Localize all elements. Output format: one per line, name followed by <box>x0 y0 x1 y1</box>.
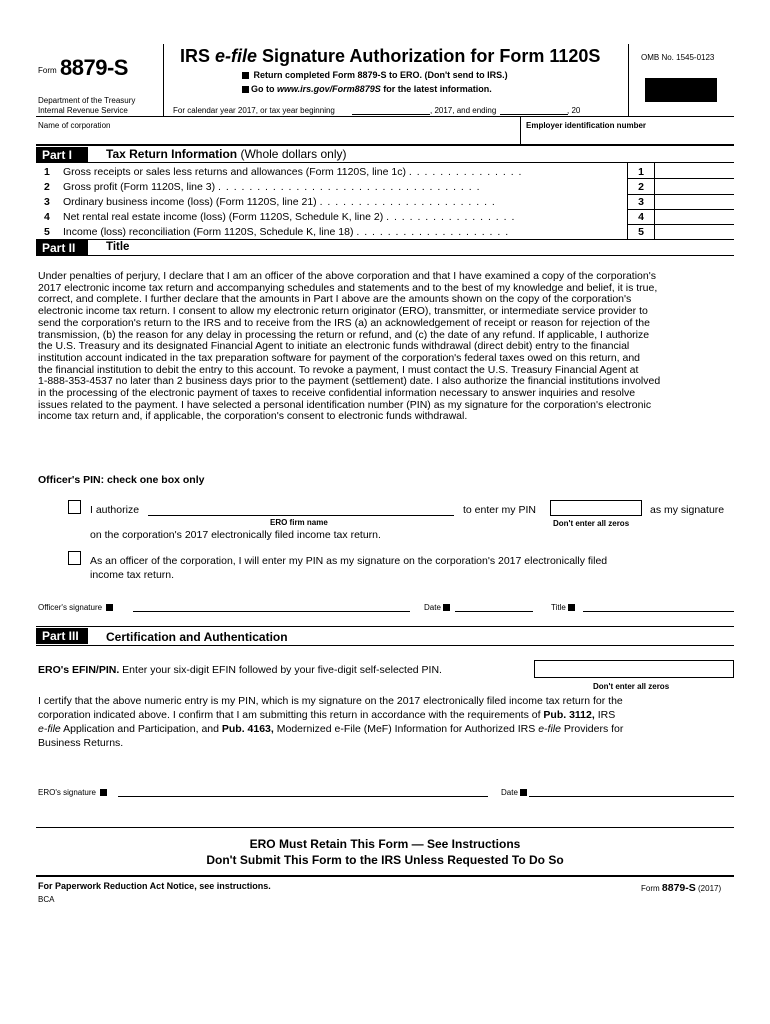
ero-signature-label: ERO's signature <box>38 788 109 797</box>
ero-signature-field[interactable] <box>118 796 488 797</box>
form-title: IRS e-file Signature Authorization for Form 1120S <box>180 46 601 66</box>
officer-enter-pin-checkbox[interactable] <box>68 551 81 565</box>
pin-zeros-note: Don't enter all zeros <box>553 519 630 528</box>
part2-title: Title <box>106 241 130 253</box>
efin-zeros-note: Don't enter all zeros <box>593 682 670 691</box>
part3-title: Certification and Authentication <box>106 630 288 644</box>
officer-title-field[interactable] <box>583 611 734 612</box>
bullet-icon <box>242 72 249 79</box>
arrow-icon <box>443 604 450 611</box>
ein-label: Employer identification number <box>526 121 647 130</box>
part2-label: Part II <box>36 240 88 256</box>
declaration-paragraph: Under penalties of perjury, I declare that I am an officer of the above corporation and that I have examined a copy of the corporation's 2017 electronic income tax return and accompanying schedules and statements and to the best of my knowledge and belief, it is true, correct, and complete. I further declare that the amounts in Part I above are the amounts shown on the copy of the corporation's electronic income tax return. I consent to allow my electronic return originator (ERO), transmitter, or intermediate service provider to send the corporation's return to the IRS and to receive from the IRS (a) an acknowledgement of receipt or reason for rejection of the transmission, (b) the reason for any delay in processing the return or refund, and (c) the date of any refund. If applicable, I authorize the U.S. Treasury and its designated Financial Agent to initiate an electronic funds withdrawal (direct debit) entry to the financial institution account indicated in the tax preparation software for payment of the corporation's federal taxes owed on this return, and the financial institution to debit the entry to this account. To revoke a payment, I must contact the U.S. Treasury Financial Agent at 1-888-353-4537 no later than 2 business days prior to the payment (settlement) date. I also authorize the financial institutions involved in the processing of the electronic payment of taxes to receive confidential information necessary to answer inquiries and resolve issues related to the payment. I have selected a personal identification number (PIN) as my signature for the corporation's electronic income tax return and, if applicable, the corporation's consent to electronic funds withdrawal. <box>38 270 661 423</box>
as-signature-label: as my signature <box>650 504 725 516</box>
form-number: 8879-S <box>60 55 128 80</box>
ero-date-field[interactable] <box>529 796 734 797</box>
year-block <box>645 78 717 102</box>
officer-pin-heading: Officer's PIN: check one box only <box>38 474 205 486</box>
instruction-return: Return completed Form 8879-S to ERO. (Don't send to IRS.) <box>240 70 508 80</box>
officer-signature-label: Officer's signature <box>38 603 115 612</box>
efin-pin-input[interactable] <box>534 660 734 678</box>
dont-submit-notice: Don't Submit This Form to the IRS Unless Requested To Do So <box>206 853 564 867</box>
arrow-icon <box>100 789 107 796</box>
officer-date-label: Date <box>424 603 452 612</box>
and-ending-label: , 2017, and ending <box>430 106 497 115</box>
part3-label: Part III <box>36 628 88 644</box>
certification-paragraph: I certify that the above numeric entry is my PIN, which is my signature on the 2017 electronically filed income tax return for the corporation indicated above. I confirm that I am submitting this return in accordance with the requirements of Pub. 3112, IRS e-file Application and Participation, and Pub. 4163, Modernized e-File (MeF) Information for Authorized IRS e-file Providers for Business Returns. <box>38 695 624 749</box>
part1-label: Part I <box>36 147 88 163</box>
officer-title-label: Title <box>551 603 577 612</box>
form-word: Form <box>38 66 57 75</box>
authorize-ero-checkbox[interactable] <box>68 500 81 514</box>
arrow-icon <box>568 604 575 611</box>
retain-notice: ERO Must Retain This Form — See Instructions <box>249 837 521 851</box>
i-authorize-label: I authorize <box>90 504 140 516</box>
arrow-icon <box>520 789 527 796</box>
bullet-icon <box>242 86 249 93</box>
agency: Internal Revenue Service <box>38 106 128 115</box>
on-corp-return-text: on the corporation's 2017 electronically filed income tax return. <box>90 529 381 541</box>
officer-option-line1: As an officer of the corporation, I will enter my PIN as my signature on the corporation's 2017 electronically filed <box>90 555 608 567</box>
arrow-icon <box>106 604 113 611</box>
corporation-name-field[interactable] <box>38 130 516 142</box>
department: Department of the Treasury <box>38 96 136 105</box>
officer-date-field[interactable] <box>455 611 533 612</box>
year-20-label: , 20 <box>567 106 581 115</box>
ero-date-label: Date <box>501 788 529 797</box>
instruction-website: Go to www.irs.gov/Form8879S for the latest information. <box>240 84 492 94</box>
part1-title: Tax Return Information (Whole dollars only) <box>106 147 347 161</box>
officer-signature-field[interactable] <box>133 611 410 612</box>
paperwork-notice: For Paperwork Reduction Act Notice, see instructions. <box>38 881 271 891</box>
line-2-amount[interactable] <box>656 180 734 194</box>
tax-year-label: For calendar year 2017, or tax year beginning <box>173 106 335 115</box>
line-1-amount[interactable] <box>656 164 734 178</box>
line-4-amount[interactable] <box>656 210 734 224</box>
line-3-amount[interactable] <box>656 195 734 209</box>
ero-firm-name-caption: ERO firm name <box>270 518 328 527</box>
officer-pin-input[interactable] <box>550 500 642 516</box>
line-5-amount[interactable] <box>656 225 734 239</box>
ein-field[interactable] <box>526 130 730 142</box>
corporation-name-label: Name of corporation <box>38 121 111 130</box>
efin-instruction: ERO's EFIN/PIN. Enter your six-digit EFIN followed by your five-digit self-selected PIN. <box>38 664 442 676</box>
officer-option-line2: income tax return. <box>90 569 175 581</box>
bca-mark: BCA <box>38 895 55 904</box>
ero-firm-name-field[interactable] <box>148 515 454 516</box>
to-enter-pin-label: to enter my PIN <box>463 504 536 516</box>
omb-number: OMB No. 1545-0123 <box>641 53 715 62</box>
footer-form-id: Form 8879-S (2017) <box>641 882 722 894</box>
